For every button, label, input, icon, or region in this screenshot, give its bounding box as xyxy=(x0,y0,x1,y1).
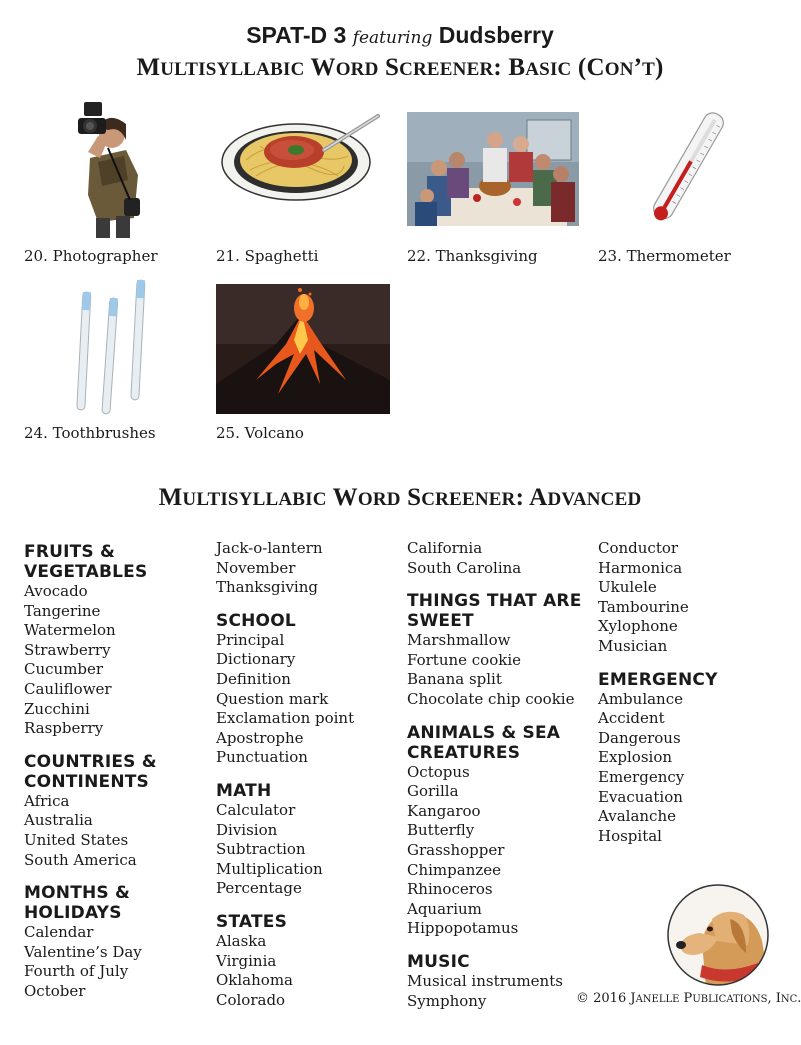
word-item: Australia xyxy=(24,811,93,830)
word-item: Rhinoceros xyxy=(407,880,493,899)
word-item: Xylophone xyxy=(598,617,678,636)
picture-caption: 20. Photographer xyxy=(24,247,158,265)
word-item: South Carolina xyxy=(407,558,522,577)
word-item: Avalanche xyxy=(598,807,676,826)
word-item: Hippopotamus xyxy=(407,919,519,938)
word-item: Colorado xyxy=(216,990,286,1009)
thanksgiving-picture xyxy=(407,112,579,226)
word-item: Multiplication xyxy=(216,859,323,878)
word-item: Exclamation point xyxy=(216,709,355,728)
volcano-picture xyxy=(216,284,390,414)
word-item: South America xyxy=(24,850,137,869)
word-item: Alaska xyxy=(216,931,267,950)
word-item: Strawberry xyxy=(24,640,111,659)
word-column-4 xyxy=(598,539,783,846)
spaghetti-picture xyxy=(220,110,390,202)
word-item: Subtraction xyxy=(216,840,306,859)
word-item: Symphony xyxy=(407,991,487,1010)
word-item: Tambourine xyxy=(598,597,689,616)
category-heading: MATH xyxy=(216,780,272,801)
word-item: California xyxy=(407,539,483,557)
word-item: Musician xyxy=(598,636,668,655)
word-item: Ambulance xyxy=(598,689,683,708)
picture-caption: 25. Volcano xyxy=(216,424,304,442)
word-item: Emergency xyxy=(598,767,685,786)
category-heading: THINGS THAT ARE SWEET xyxy=(407,591,582,632)
word-item: Valentine’s Day xyxy=(24,942,142,961)
picture-caption: 22. Thanksgiving xyxy=(407,247,538,265)
word-item: Thanksgiving xyxy=(216,578,318,597)
photographer-picture xyxy=(68,100,148,238)
word-item: Tangerine xyxy=(24,601,101,620)
word-item: Percentage xyxy=(216,879,302,898)
word-item: Avocado xyxy=(24,582,88,600)
word-item: Calendar xyxy=(24,923,94,942)
word-item: Kangaroo xyxy=(407,801,481,820)
title-brand: Dudsberry xyxy=(438,22,554,48)
word-column-1 xyxy=(24,539,209,1002)
dog-mascot-icon xyxy=(666,883,770,987)
copyright-notice: © 2016 JANELLE PUBLICATIONS, INC. xyxy=(576,991,801,1006)
word-item: Hospital xyxy=(598,826,662,845)
word-item: Chimpanzee xyxy=(407,860,502,879)
word-item: Division xyxy=(216,820,278,839)
word-item: Oklahoma xyxy=(216,971,293,990)
word-item: Fortune cookie xyxy=(407,650,522,669)
word-item: Butterfly xyxy=(407,821,475,840)
word-item: Apostrophe xyxy=(216,728,304,747)
word-item: Aquarium xyxy=(407,899,482,918)
word-item: Virginia xyxy=(216,951,277,970)
picture-caption: 24. Toothbrushes xyxy=(24,424,156,442)
word-item: Harmonica xyxy=(598,558,683,577)
word-item: Cauliflower xyxy=(24,679,112,698)
word-item: Punctuation xyxy=(216,748,308,767)
word-item: Gorilla xyxy=(407,782,459,801)
title-featuring: featuring xyxy=(352,28,433,48)
word-item: Zucchini xyxy=(24,699,90,718)
word-column-3 xyxy=(407,539,592,1011)
category-heading: STATES xyxy=(216,911,288,932)
title-main: SPAT-D 3 xyxy=(246,22,347,48)
word-column-2 xyxy=(216,539,401,1010)
thermometer-picture xyxy=(646,104,726,236)
category-heading: FRUITS & VEGETABLES xyxy=(24,542,148,582)
category-heading: ANIMALS & SEA CREATURES xyxy=(407,722,561,763)
word-item: Fourth of July xyxy=(24,962,129,981)
word-item: Definition xyxy=(216,669,291,688)
word-item: Conductor xyxy=(598,539,679,557)
word-item: Grasshopper xyxy=(407,840,505,859)
toothbrushes-picture xyxy=(72,278,152,416)
word-item: Octopus xyxy=(407,762,470,781)
page-title xyxy=(0,22,800,49)
word-item: Marshmallow xyxy=(407,631,511,650)
word-item: Cucumber xyxy=(24,660,104,679)
picture-caption: 21. Spaghetti xyxy=(216,247,319,265)
word-item: Explosion xyxy=(598,748,673,767)
word-item: Question mark xyxy=(216,689,329,708)
basic-section-title: MULTISYLLABIC WORD SCREENER: BASIC (CON’T) xyxy=(136,54,664,81)
word-item: Evacuation xyxy=(598,787,683,806)
word-item: Banana split xyxy=(407,670,502,689)
word-item: Ukulele xyxy=(598,578,657,597)
word-item: Dictionary xyxy=(216,650,296,669)
category-heading: SCHOOL xyxy=(216,610,296,631)
word-item: Principal xyxy=(216,630,285,649)
word-item: Chocolate chip cookie xyxy=(407,689,575,708)
category-heading: MONTHS & HOLIDAYS xyxy=(24,883,131,924)
word-item: Watermelon xyxy=(24,621,116,640)
word-item: Africa xyxy=(24,791,70,810)
word-item: Musical instruments xyxy=(407,971,563,990)
picture-caption: 23. Thermometer xyxy=(598,247,731,265)
word-item: Calculator xyxy=(216,800,296,819)
word-item: Jack-o-lantern xyxy=(216,539,323,557)
category-heading: COUNTRIES & CONTINENTS xyxy=(24,751,157,792)
word-item: October xyxy=(24,981,86,1000)
word-item: Dangerous xyxy=(598,728,681,747)
word-item: Raspberry xyxy=(24,719,104,738)
word-item: United States xyxy=(24,830,129,849)
advanced-section-title: MULTISYLLABIC WORD SCREENER: ADVANCED xyxy=(158,484,642,511)
category-heading: MUSIC xyxy=(407,951,470,972)
word-item: November xyxy=(216,558,296,577)
category-heading: EMERGENCY xyxy=(598,669,718,690)
word-item: Accident xyxy=(598,709,665,728)
